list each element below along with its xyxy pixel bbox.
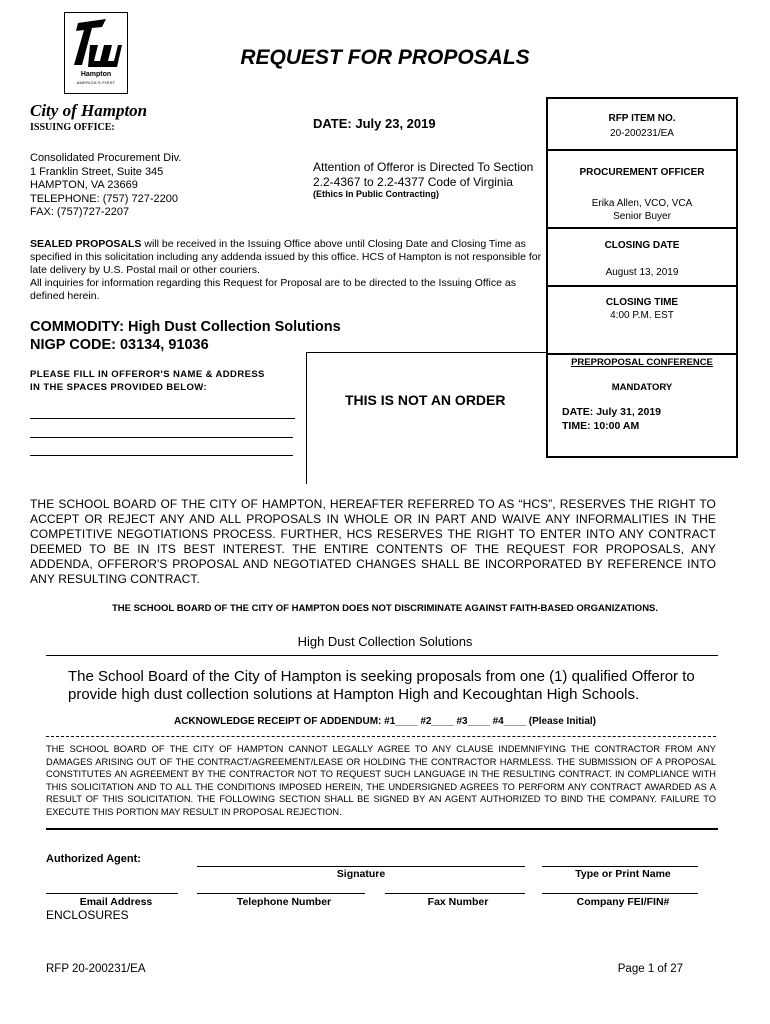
procurement-officer-title: Senior Buyer	[613, 211, 671, 222]
solicitation-subject: High Dust Collection Solutions	[297, 634, 473, 649]
telephone-label: Telephone Number	[236, 896, 332, 908]
attention-notice	[313, 160, 533, 190]
fax: FAX: (757)727-2207	[30, 206, 130, 218]
signature-label: Signature	[336, 868, 386, 880]
divider	[548, 149, 736, 151]
city-name: City of Hampton	[30, 101, 148, 120]
telephone-field[interactable]	[197, 893, 365, 894]
authorized-agent-label: Authorized Agent:	[46, 853, 141, 865]
hold-harmless-paragraph: THE SCHOOL BOARD OF THE CITY OF HAMPTON CANNOT LEGALLY AGREE TO ANY CLAUSE INDEMNIFYING THE CONTRACTOR FROM ANY DAMAGES ARISING OUT OF THE CONTRACT/AGREEMENT/LEASE OR HOLDING THE CONTRACTOR HARMLESS. THE SUBMISSION OF A PROPOSAL CONSTITUTES AN AGREEMENT BY THE CONTRACTOR NOT TO REQUEST SUCH LANGUAGE IN THE RESULTING CONTRACT. IN COMPLIANCE WITH THIS SOLICITATION AND TO ALL THE CONDITIONS IMPOSED HEREIN, THE UNDERSIGNED AGREES TO PERFORM ANY CONTRACT AWARDED AS A RESULT OF THIS SOLICITATION. THE FOLLOWING SECTION SHALL BE SIGNED BY AN AGENT AUTHORIZED TO BIND THE COMPANY. FAILURE TO EXECUTE THIS PORTION MAY RESULT IN PROPOSAL REJECTION.	[46, 744, 716, 817]
footer-rfp-number: RFP 20-200231/EA	[46, 963, 146, 975]
attention-line: Attention of Offeror is Directed To Section	[313, 160, 534, 174]
issuing-office-label: ISSUING OFFICE:	[30, 122, 115, 133]
email-label: Email Address	[79, 896, 153, 908]
divider	[306, 352, 307, 484]
offeror-line: IN THE SPACES PROVIDED BELOW:	[30, 381, 207, 393]
closing-date: August 13, 2019	[605, 267, 679, 278]
commodity-line: COMMODITY: High Dust Collection Solutions	[30, 319, 341, 335]
preproposal-conference-label: PREPROPOSAL CONFERENCE	[571, 357, 713, 368]
offeror-name-field[interactable]	[30, 418, 295, 419]
offeror-line: PLEASE FILL IN OFFEROR'S NAME & ADDRESS	[30, 369, 265, 380]
inquiries-text: All inquiries for information regarding this Request for Proposal are to be directed to the Issuing Office as defined herein.	[30, 277, 516, 302]
rfp-info-box	[546, 97, 738, 458]
address-line: 1 Franklin Street, Suite 345	[30, 165, 164, 178]
closing-date-label: CLOSING DATE	[604, 240, 680, 251]
procurement-officer-name: Erika Allen, VCO, VCA	[591, 198, 693, 209]
preproposal-status: MANDATORY	[611, 382, 673, 393]
fein-field[interactable]	[542, 893, 698, 894]
address-line: Consolidated Procurement Div.	[30, 152, 182, 164]
logo-text: Hampton	[80, 71, 112, 78]
non-discrimination-statement: THE SCHOOL BOARD OF THE CITY OF HAMPTON DOES NOT DISCRIMINATE AGAINST FAITH-BASED ORGANIZATIONS.	[111, 603, 659, 614]
issue-date: DATE: July 23, 2019	[313, 116, 436, 131]
divider	[548, 285, 736, 287]
not-an-order-notice: THIS IS NOT AN ORDER	[345, 392, 506, 408]
ethics-note: (Ethics In Public Contracting)	[313, 189, 440, 199]
offeror-address-field[interactable]	[30, 455, 293, 456]
offeror-address-field[interactable]	[30, 437, 293, 438]
address-line: HAMPTON, VA 23669	[30, 179, 138, 191]
commodity	[30, 318, 341, 354]
offeror-instructions	[30, 369, 265, 394]
solicitation-description: The School Board of the City of Hampton is seeking proposals from one (1) qualified Offeror to provide high dust collection solutions at Hampton High and Kecoughtan High Schools.	[68, 668, 695, 703]
document-title: REQUEST FOR PROPOSALS	[240, 46, 530, 69]
sealed-lead: SEALED PROPOSALS	[30, 238, 142, 250]
reservation-of-rights-paragraph: THE SCHOOL BOARD OF THE CITY OF HAMPTON, HEREAFTER REFERRED TO AS “HCS”, RESERVES THE RIGHT TO ACCEPT OR REJECT ANY AND ALL PROPOSALS IN WHOLE OR IN PART AND WAIVE ANY INFORMALITIES IN THE COMPETITIVE NEGOTIATIONS PROCESS. FURTHER, HCS RESERVES THE RIGHT TO ENTER INTO ANY CONTRACT DEEMED TO BE IN ITS BEST INTEREST. THE ENTIRE CONTENTS OF THE REQUEST FOR PROPOSALS, ANY ADDENDA, OFFEROR'S PROPOSAL AND NEGOTIATED CHANGES SHALL BE INCORPORATED BY REFERENCE INTO ANY RESULTING CONTRACT.	[30, 497, 716, 586]
closing-time-label: CLOSING TIME	[605, 297, 679, 308]
rfp-item-number: 20-200231/EA	[610, 128, 674, 139]
email-field[interactable]	[46, 893, 178, 894]
divider	[46, 828, 718, 830]
nigp-code: NIGP CODE: 03134, 91036	[30, 337, 209, 353]
divider	[548, 353, 736, 355]
preproposal-time: TIME: 10:00 AM	[562, 420, 640, 432]
sealed-text: will be received in the Issuing Office above until Closing Date and Closing Time as specified in this solicitation including any addenda issued by this office. HCS of Hampton is not responsible for late delivery by U.S. Postal mail or other couriers.	[30, 238, 542, 276]
divider	[548, 227, 736, 229]
closing-time: 4:00 P.M. EST	[610, 310, 674, 321]
rfp-item-label: RFP ITEM NO.	[608, 113, 676, 124]
preproposal-date: DATE: July 31, 2019	[562, 406, 662, 418]
fax-label: Fax Number	[427, 896, 489, 908]
signature-field[interactable]	[197, 866, 525, 867]
issuing-office-address	[30, 152, 181, 220]
sealed-proposals-paragraph	[30, 238, 542, 303]
page-number: Page 1 of 27	[617, 963, 683, 975]
addendum-acknowledgement[interactable]: ACKNOWLEDGE RECEIPT OF ADDENDUM: #1____ #2____ #3____ #4____ (Please Initial)	[173, 716, 597, 727]
print-name-field[interactable]	[542, 866, 698, 867]
divider	[306, 352, 546, 353]
fein-label: Company FEI/FIN#	[576, 896, 670, 908]
type-print-name-label: Type or Print Name	[575, 868, 671, 880]
enclosures-label: ENCLOSURES	[46, 908, 129, 922]
fax-field[interactable]	[385, 893, 525, 894]
procurement-officer-label: PROCUREMENT OFFICER	[579, 167, 705, 178]
telephone: TELEPHONE: (757) 727-2200	[30, 192, 178, 205]
divider	[46, 736, 716, 737]
logo-subtext: AMERICA'S FIRST	[76, 80, 116, 85]
attention-line: 2.2-4367 to 2.2-4377 Code of Virginia	[313, 175, 513, 189]
divider	[46, 655, 718, 656]
